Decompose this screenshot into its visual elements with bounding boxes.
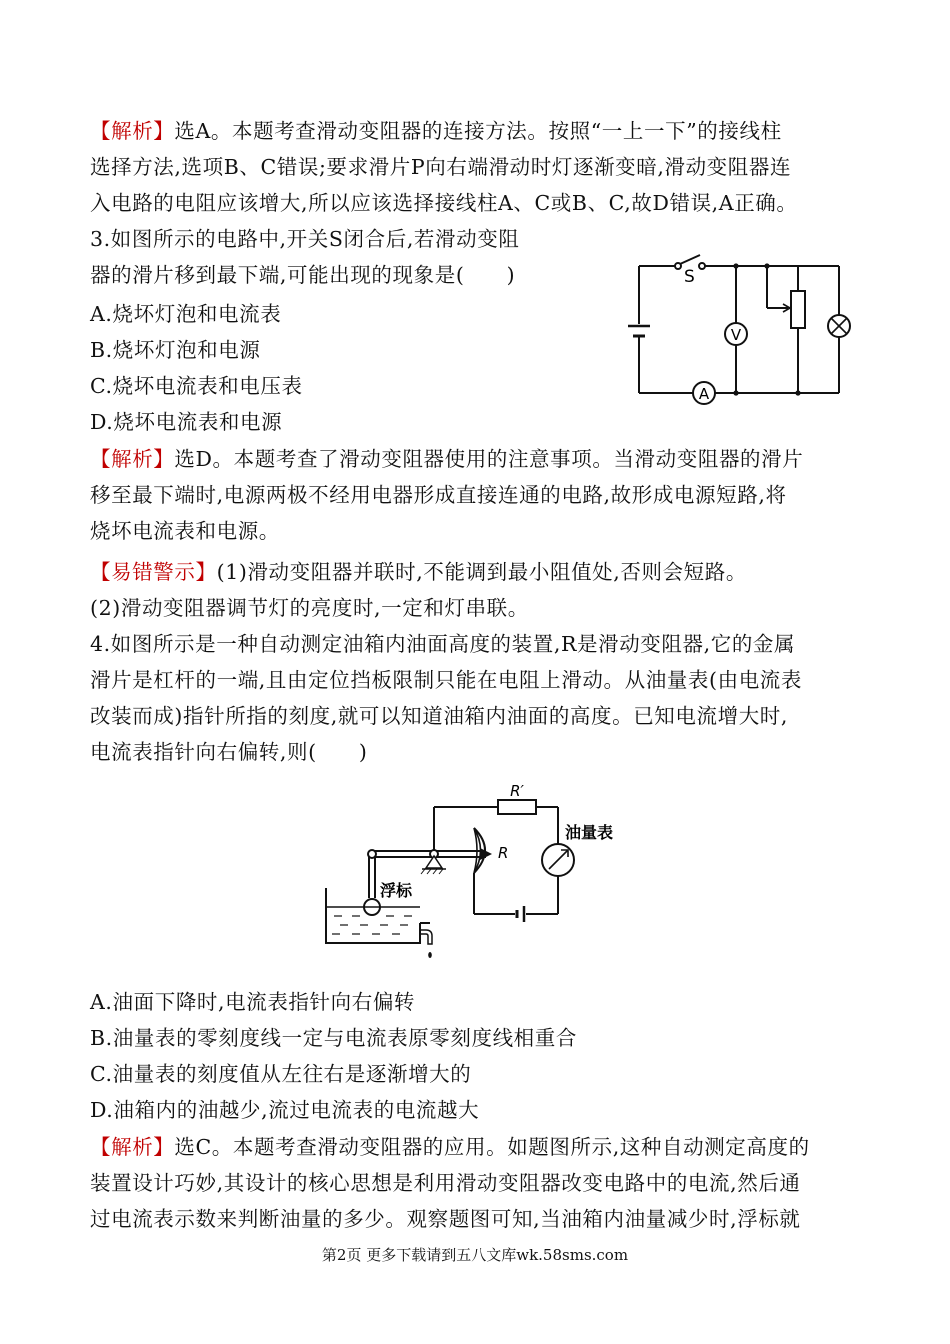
q4-option-a: A.油面下降时,电流表指针向右偏转 [90, 990, 416, 1014]
q4-stem-line-4: 电流表指针向右偏转,则( ) [90, 740, 368, 764]
q3-analysis-line-1: 【解析】选D。本题考查了滑动变阻器使用的注意事项。当滑动变阻器的滑片 [90, 447, 804, 471]
q3-circuit-diagram [620, 248, 860, 418]
r-label: R [498, 844, 509, 862]
q3-warning-line-2: (2)滑动变阻器调节灯的亮度时,一定和灯串联。 [90, 596, 529, 620]
ammeter-label: A [698, 385, 710, 403]
analysis-tag: 【解析】 [90, 119, 175, 143]
q4-stem-line-3: 改装而成)指针所指的刻度,就可以知道油箱内油面的高度。已知电流增大时, [90, 704, 789, 728]
switch-label: S [684, 267, 695, 287]
q4-option-b: B.油量表的零刻度线一定与电流表原零刻度线相重合 [90, 1026, 577, 1050]
page-footer: 第2页 更多下载请到五八文库wk.58sms.com [321, 1246, 629, 1264]
analysis-line-2: 选择方法,选项B、C错误;要求滑片P向右端滑动时灯逐渐变暗,滑动变阻器连 [90, 155, 792, 179]
q3-analysis-line-3: 烧坏电流表和电源。 [90, 519, 280, 543]
q4-analysis-line-3: 过电流表示数来判断油量的多少。观察题图可知,当油箱内油量减少时,浮标就 [90, 1207, 801, 1231]
analysis-line-3: 入电路的电阻应该增大,所以应该选择接线柱A、C或B、C,故D错误,A正确。 [90, 191, 798, 215]
warning-tag: 【易错警示】 [90, 560, 217, 584]
r-prime-resistor [498, 800, 536, 814]
analysis-line-1: 【解析】选A。本题考查滑动变阻器的连接方法。按照“一上一下”的接线柱 [90, 119, 782, 143]
q4-analysis-line-2: 装置设计巧妙,其设计的核心思想是利用滑动变阻器改变电路中的电流,然后通 [90, 1171, 801, 1195]
q4-option-c: C.油量表的刻度值从左往右是逐渐增大的 [90, 1062, 472, 1086]
q3-stem-line-2: 器的滑片移到最下端,可能出现的现象是( ) [90, 263, 516, 287]
q3-option-c: C.烧坏电流表和电压表 [90, 374, 303, 398]
q4-stem-line-2: 滑片是杠杆的一端,且由定位挡板限制只能在电阻上滑动。从油量表(由电流表 [90, 668, 803, 692]
r-prime-label: R′ [510, 782, 524, 800]
q3-option-b: B.烧坏灯泡和电源 [90, 338, 261, 362]
q4-oil-gauge-diagram [320, 778, 620, 964]
rheostat-symbol [791, 291, 805, 328]
q3-warning-line-1: 【易错警示】(1)滑动变阻器并联时,不能调到最小阻值处,否则会短路。 [90, 560, 747, 584]
gauge-label: 油量表 [565, 823, 614, 842]
float-label: 浮标 [380, 881, 413, 900]
q3-stem-line-1: 3.如图所示的电路中,开关S闭合后,若滑动变阻 [90, 227, 520, 251]
switch-blade [680, 255, 700, 264]
q3-analysis-line-2: 移至最下端时,电源两极不经用电器形成直接连通的电路,故形成电源短路,将 [90, 483, 787, 507]
q4-option-d: D.油箱内的油越少,流过电流表的电流越大 [90, 1098, 480, 1122]
q4-analysis-line-1: 【解析】选C。本题考查滑动变阻器的应用。如题图所示,这种自动测定高度的 [90, 1135, 810, 1159]
q3-option-d: D.烧坏电流表和电源 [90, 410, 283, 434]
voltmeter-label: V [730, 326, 742, 344]
q3-option-a: A.烧坏灯泡和电流表 [90, 302, 282, 326]
q4-stem-line-1: 4.如图所示是一种自动测定油箱内油面高度的装置,R是滑动变阻器,它的金属 [90, 632, 796, 656]
